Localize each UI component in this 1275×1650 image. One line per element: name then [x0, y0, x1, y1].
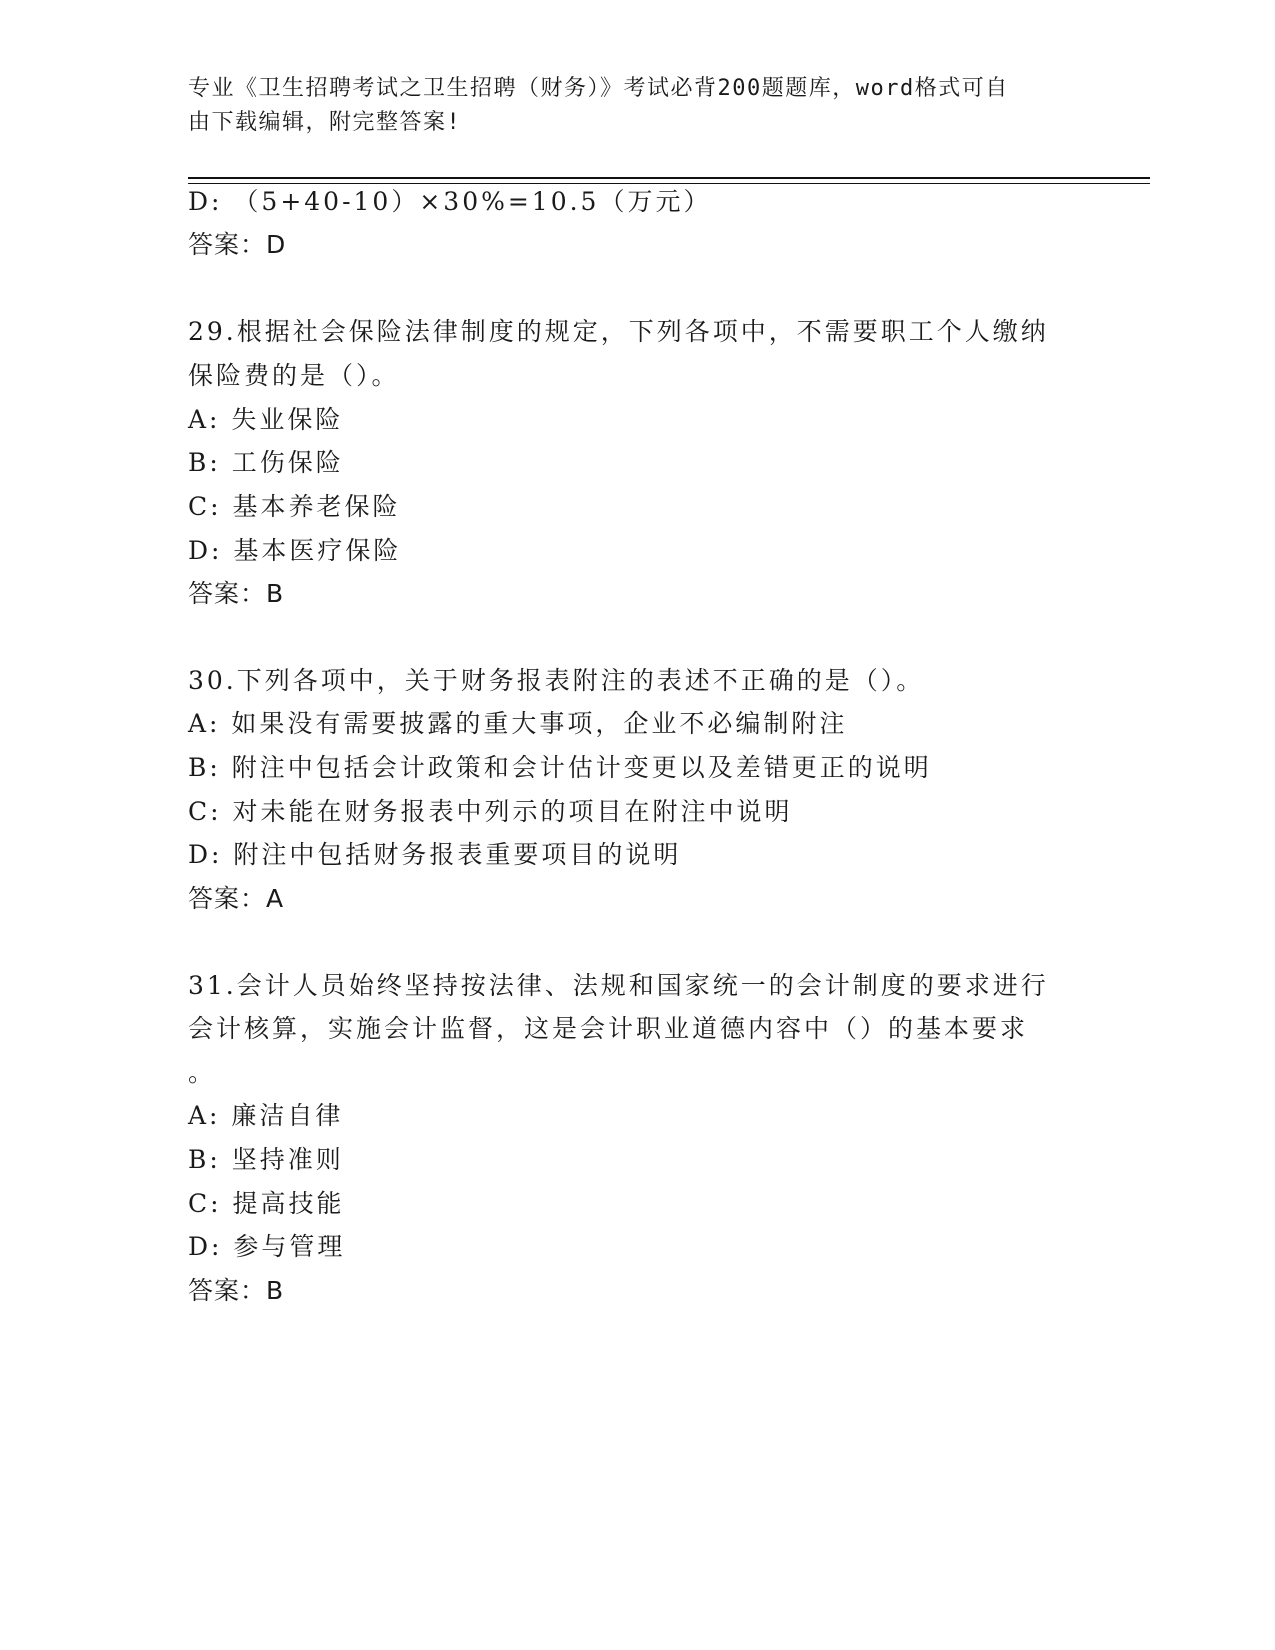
q29-option-c: C: 基本养老保险: [188, 492, 401, 521]
header-line-1: 专业《卫生招聘考试之卫生招聘（财务）》考试必背200题题库，word格式可自: [188, 76, 1009, 101]
q31-stem-line-2: 会计核算，实施会计监督，这是会计职业道德内容中（）的基本要求: [188, 1014, 1029, 1043]
q29-option-d: D: 基本医疗保险: [188, 536, 402, 565]
q29-stem-line-2: 保险费的是（）。: [188, 361, 400, 390]
q30-answer: 答案：A: [188, 884, 285, 913]
q29-option-b: B: 工伤保险: [188, 448, 344, 477]
q31-option-a: A: 廉洁自律: [188, 1101, 344, 1130]
q31-option-c: C: 提高技能: [188, 1189, 345, 1218]
q29-stem-line-1: 29.根据社会保险法律制度的规定，下列各项中，不需要职工个人缴纳: [188, 317, 1049, 346]
document-header: [188, 72, 1068, 140]
prev-option-d: D: （5+40-10）×30%=10.5（万元）: [188, 187, 712, 216]
q31-answer: 答案：B: [188, 1276, 285, 1305]
q31-option-d: D: 参与管理: [188, 1232, 346, 1261]
q30-option-b: B: 附注中包括会计政策和会计估计变更以及差错更正的说明: [188, 753, 932, 782]
q31-stem-line-3: 。: [188, 1058, 217, 1087]
q30-option-d: D: 附注中包括财务报表重要项目的说明: [188, 840, 682, 869]
q30-option-c: C: 对未能在财务报表中列示的项目在附注中说明: [188, 797, 793, 826]
header-line-2: 由下载编辑，附完整答案!: [188, 110, 462, 135]
header-rule-thick: [188, 177, 1150, 179]
prev-answer: 答案：D: [188, 230, 287, 259]
header-rule-thin: [188, 183, 1150, 184]
q29-option-a: A: 失业保险: [188, 405, 344, 434]
q31-option-b: B: 坚持准则: [188, 1145, 344, 1174]
q30-option-a: A: 如果没有需要披露的重大事项，企业不必编制附注: [188, 709, 848, 738]
q29-answer: 答案：B: [188, 579, 285, 608]
q31-stem-line-1: 31.会计人员始终坚持按法律、法规和国家统一的会计制度的要求进行: [188, 971, 1049, 1000]
q30-stem-line-1: 30.下列各项中，关于财务报表附注的表述不正确的是（）。: [188, 666, 925, 695]
